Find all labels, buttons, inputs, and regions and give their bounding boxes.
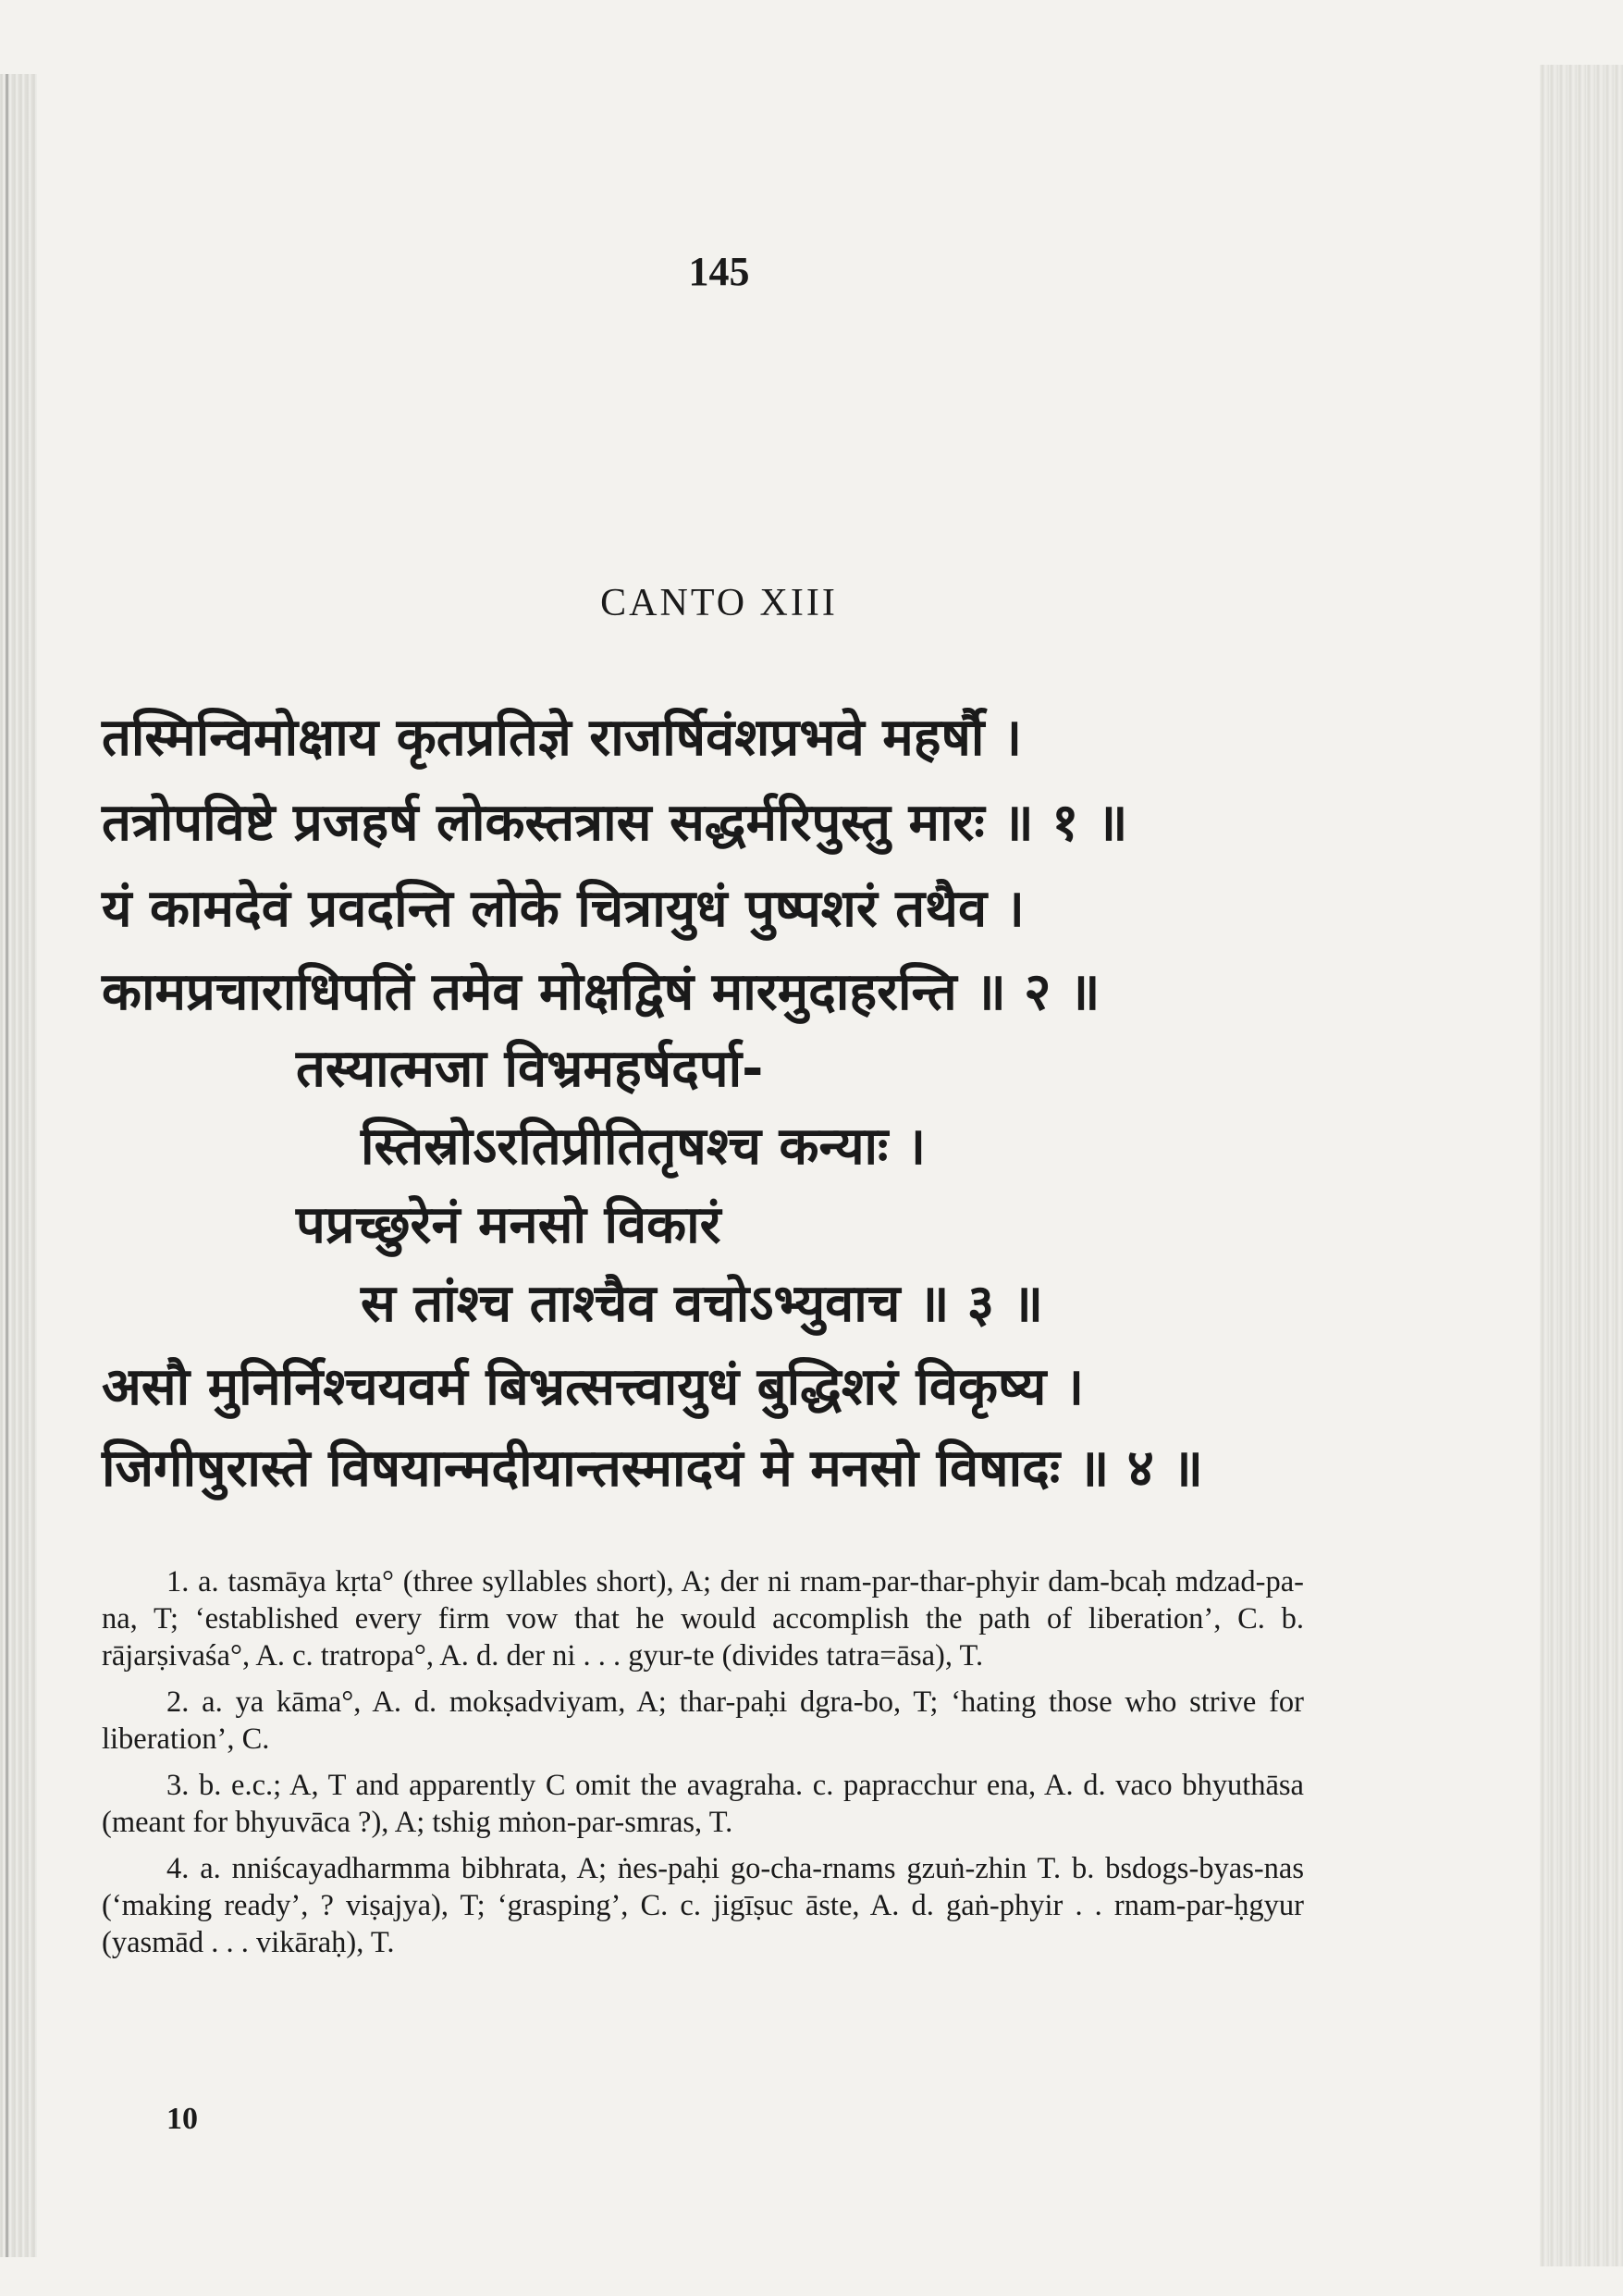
verse-1b: तत्रोपविष्टे प्रजहर्ष लोकस्तत्रास सद्धर्मरिपुस्तु मारः ॥ १ ॥: [102, 793, 1128, 853]
footnote-1: 1. a. tasmāya kṛta° (three syllables short), A; der ni rnam-par-thar-phyir dam-bcaḥ mdzad-pa-na, T; ‘established every firm vow that he would accomplish the path of liberation’, C. b. rājarṣivaśa°, A. c. tratropa°, A. d. der ni . . . gyur-te (divides tatra=āsa), T.: [102, 1565, 1304, 1673]
footnotes: [102, 1563, 1304, 1970]
footnote-4: 4. a. nniścayadharmma bibhrata, A; ṅes-paḥi go-cha-rnams gzuṅ-zhin T. b. bsdogs-byas-nas (‘making ready’, ? viṣajya), T; ‘grasping’, C. c. jigīṣuc āste, A. d. gaṅ-phyir . . rnam-par-ḥgyur (yasmād . . . vikāraḥ), T.: [102, 1852, 1304, 1959]
scan-edge-left: [0, 74, 37, 2257]
canto-title: CANTO XIII: [600, 582, 838, 624]
verse-2b: कामप्रचाराधिपतिं तमेव मोक्षद्विषं मारमुदाहरन्ति ॥ २ ॥: [102, 962, 1100, 1022]
verse-3b: स्तिस्रोऽरतिप्रीतितृषश्च कन्याः ।: [361, 1117, 927, 1177]
verse-2a: यं कामदेवं प्रवदन्ति लोके चित्रायुधं पुष्पशरं तथैव ।: [102, 879, 1025, 939]
verse-4a: असौ मुनिर्निश्चयवर्म बिभ्रत्सत्त्वायुधं बुद्धिशरं विकृष्य ।: [102, 1357, 1085, 1417]
verse-1a: तस्मिन्विमोक्षाय कृतप्रतिज्ञे राजर्षिवंशप्रभवे महर्षौ ।: [102, 708, 1023, 768]
verse-3d: स तांश्च ताश्चैव वचोऽभ्युवाच ॥ ३ ॥: [361, 1274, 1044, 1334]
footnote-3: 3. b. e.c.; A, T and apparently C omit the avagraha. c. papracchur ena, A. d. vaco bhyuthāsa (meant for bhyuvāca ?), A; tshig mṅon-par-smras, T.: [102, 1769, 1304, 1839]
verse-4b: जिगीषुरास्ते विषयान्मदीयान्तस्मादयं मे मनसो विषादः ॥ ४ ॥: [102, 1438, 1203, 1499]
footnote-2: 2. a. ya kāma°, A. d. mokṣadviyam, A; thar-paḥi dgra-bo, T; ‘hating those who strive for liberation’, C.: [102, 1685, 1304, 1756]
page-number: 145: [688, 249, 750, 294]
signature-mark: 10: [166, 2102, 198, 2136]
verse-3c: पप्रच्छुरेनं मनसो विकारं: [296, 1195, 721, 1255]
verse-3a: तस्यात्मजा विभ्रमहर्षदर्पा-: [296, 1039, 764, 1099]
